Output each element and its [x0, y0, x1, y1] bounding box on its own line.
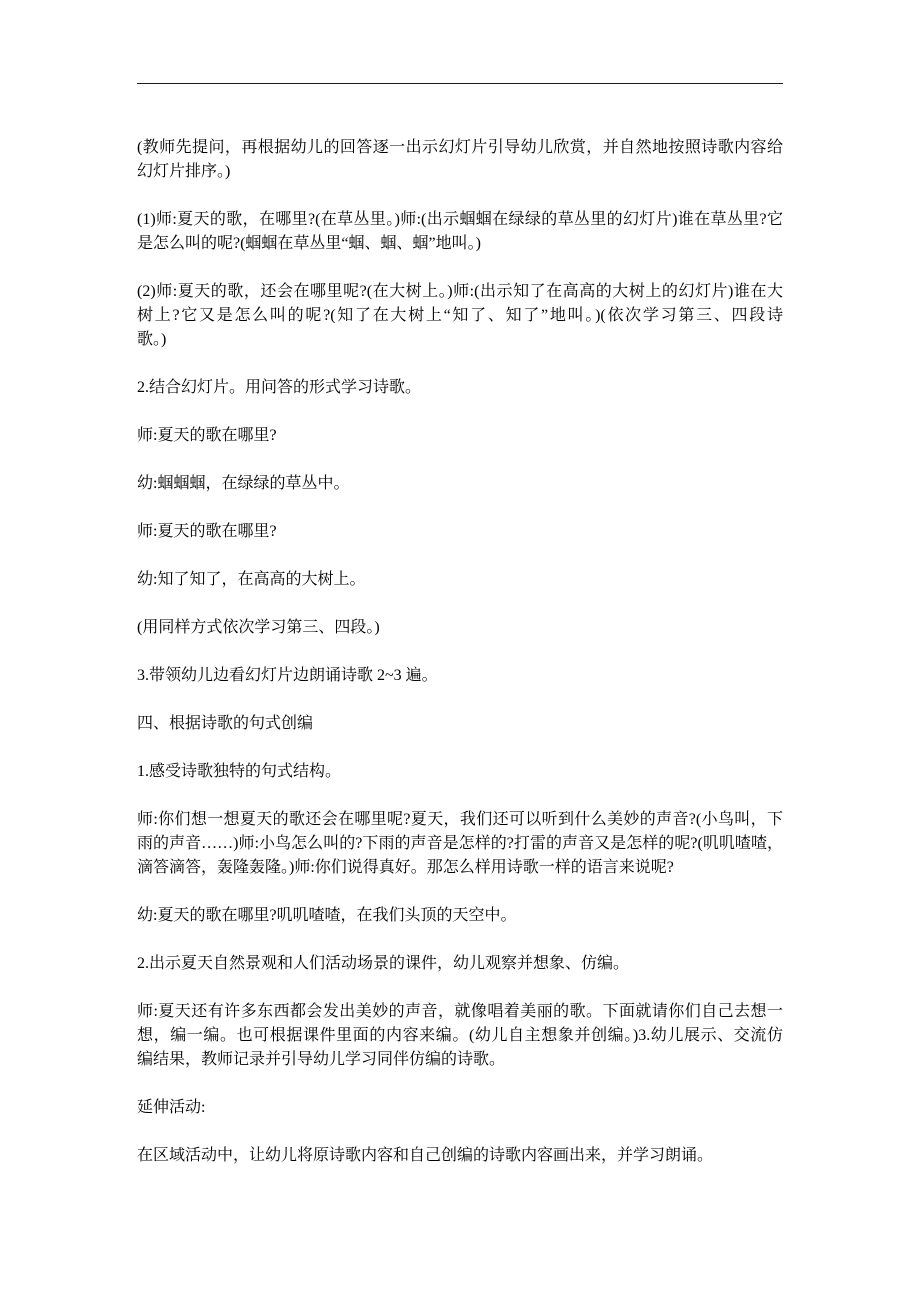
- paragraph-line: (2)师:夏天的歌，还会在哪里呢?(在大树上。)师:(出示知了在高高的大树上的幻灯片)谁在大: [137, 283, 783, 300]
- paragraph-line: 幻灯片排序。): [137, 163, 231, 180]
- paragraph: [137, 616, 783, 640]
- paragraph-line: 2.出示夏天自然景观和人们活动场景的课件，幼儿观察并想象、仿编。: [137, 955, 630, 972]
- paragraph-line: 四、根据诗歌的句式创编: [137, 715, 314, 732]
- paragraph-line: 3.带领幼儿边看幻灯片边朗诵诗歌 2~3 遍。: [137, 667, 438, 684]
- paragraph-line: 1.感受诗歌独特的句式结构。: [137, 763, 342, 780]
- paragraph-line: 师:你们想一想夏天的歌还会在哪里呢?夏天，我们还可以听到什么美妙的声音?(小鸟叫，下: [137, 811, 783, 828]
- paragraph: [137, 208, 783, 256]
- dialogue-child: [137, 472, 783, 496]
- section-heading: [137, 712, 783, 736]
- paragraph: [137, 1000, 783, 1072]
- paragraph-line: 幼:知了知了，在高高的大树上。: [137, 571, 366, 588]
- paragraph-line: 树上?它又是怎么叫的呢?(知了在大树上“知了、知了”地叫。)(依次学习第三、四段诗: [137, 307, 783, 324]
- dialogue-child: [137, 568, 783, 592]
- paragraph: [137, 280, 783, 352]
- paragraph-line: 是怎么叫的呢?(蝈蝈在草丛里“蝈、蝈、蝈”地叫。): [137, 235, 481, 252]
- section-step: [137, 952, 783, 976]
- paragraph-line: 在区域活动中，让幼儿将原诗歌内容和自己创编的诗歌内容画出来，并学习朗诵。: [137, 1147, 714, 1164]
- paragraph-line: 师:夏天还有许多东西都会发出美妙的声音，就像唱着美丽的歌。下面就请你们自己去想一: [137, 1003, 783, 1020]
- paragraph-line: (1)师:夏天的歌，在哪里?(在草丛里。)师:(出示蝈蝈在绿绿的草丛里的幻灯片)谁在草丛里?它: [137, 211, 783, 228]
- paragraph-line: 延伸活动:: [137, 1099, 206, 1116]
- document-body: [137, 136, 783, 1192]
- paragraph-line: 雨的声音……)师:小鸟怎么叫的?下雨的声音是怎样的?打雷的声音又是怎样的呢?(叽叽喳喳，: [137, 835, 783, 852]
- dialogue-child: [137, 904, 783, 928]
- paragraph-line: 师:夏天的歌在哪里?: [137, 427, 277, 444]
- paragraph: [137, 808, 783, 880]
- paragraph-line: 2.结合幻灯片。用问答的形式学习诗歌。: [137, 379, 422, 396]
- section-step: [137, 760, 783, 784]
- header-rule: [137, 83, 783, 84]
- paragraph-line: 幼:蝈蝈蝈，在绿绿的草丛中。: [137, 475, 350, 492]
- paragraph-line: 歌。): [137, 331, 167, 348]
- paragraph-line: 编结果，教师记录并引导幼儿学习同伴仿编的诗歌。: [137, 1051, 506, 1068]
- section-heading: [137, 1096, 783, 1120]
- section-step: [137, 376, 783, 400]
- paragraph-line: 想，编一编。也可根据课件里面的内容来编。(幼儿自主想象并创编。)3.幼儿展示、交流仿: [137, 1027, 783, 1044]
- paragraph-line: (用同样方式依次学习第三、四段。): [137, 619, 380, 636]
- paragraph-line: 幼:夏天的歌在哪里?叽叽喳喳，在我们头顶的天空中。: [137, 907, 517, 924]
- section-step: [137, 664, 783, 688]
- paragraph-line: 师:夏天的歌在哪里?: [137, 523, 277, 540]
- paragraph: [137, 1144, 783, 1168]
- paragraph: [137, 136, 783, 184]
- paragraph-line: (教师先提问，再根据幼儿的回答逐一出示幻灯片引导幼儿欣赏，并自然地按照诗歌内容给: [137, 139, 783, 156]
- paragraph-line: 滴答滴答，轰隆轰隆。)师:你们说得真好。那怎么样用诗歌一样的语言来说呢?: [137, 859, 674, 876]
- dialogue-teacher: [137, 424, 783, 448]
- dialogue-teacher: [137, 520, 783, 544]
